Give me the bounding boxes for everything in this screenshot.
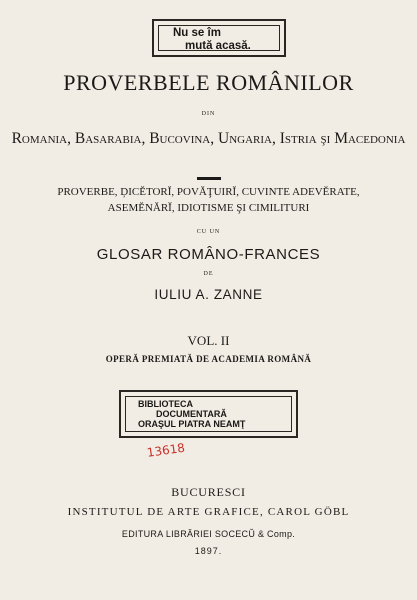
printer-line: INSTITUTUL DE ARTE GRAFICE, CAROL GÖBL: [67, 506, 350, 518]
regions-line: [0, 130, 417, 148]
subtitle-line-2: ASEMĔNĂRĬ, IDIOTISME ŞI CIMILITURI: [107, 202, 310, 214]
ownership-stamp-inner: [158, 25, 280, 51]
din-label: DIN: [201, 111, 216, 117]
library-stamp-line3: ORAŞUL PIATRA NEAMŢ: [138, 419, 246, 429]
library-stamp: [119, 390, 298, 438]
de-label: DE: [203, 271, 214, 277]
divider-dash: [197, 177, 221, 180]
regions-text: Romania, Basarabia, Bucovina, Ungaria, Istria şi Macedonia: [11, 130, 406, 147]
subtitle-line-1: PROVERBE, ḐICĔTORĬ, POVĂŢUIRĬ, CUVINTE ADEVĔRATE,: [57, 186, 360, 198]
city: BUCURESCI: [171, 485, 246, 499]
handwritten-inventory-number: 13618: [146, 440, 186, 460]
stamp-top-line2: mută acasă.: [185, 40, 251, 52]
award-line: OPERĂ PREMIATĂ DE ACADEMIA ROMÂNĂ: [105, 354, 312, 364]
ownership-stamp: [152, 19, 286, 57]
publication-year: 1897.: [194, 546, 223, 556]
library-stamp-inner: [125, 396, 292, 432]
cu-un-label: CU UN: [196, 229, 221, 235]
volume-label: VOL. II: [187, 333, 230, 348]
library-stamp-line2: DOCUMENTARĂ: [156, 409, 227, 419]
book-title: PROVERBELE ROMÂNILOR: [63, 70, 354, 95]
glossary-title: GLOSAR ROMÂNO-FRANCES: [96, 246, 321, 263]
stamp-top-line1: Nu se îm: [173, 27, 221, 39]
publisher-line: EDITURA LIBRĂRIEI SOCECŬ & Comp.: [121, 529, 296, 539]
author-name: IULIU A. ZANNE: [154, 287, 263, 302]
library-stamp-line1: BIBLIOTECA: [138, 399, 193, 409]
